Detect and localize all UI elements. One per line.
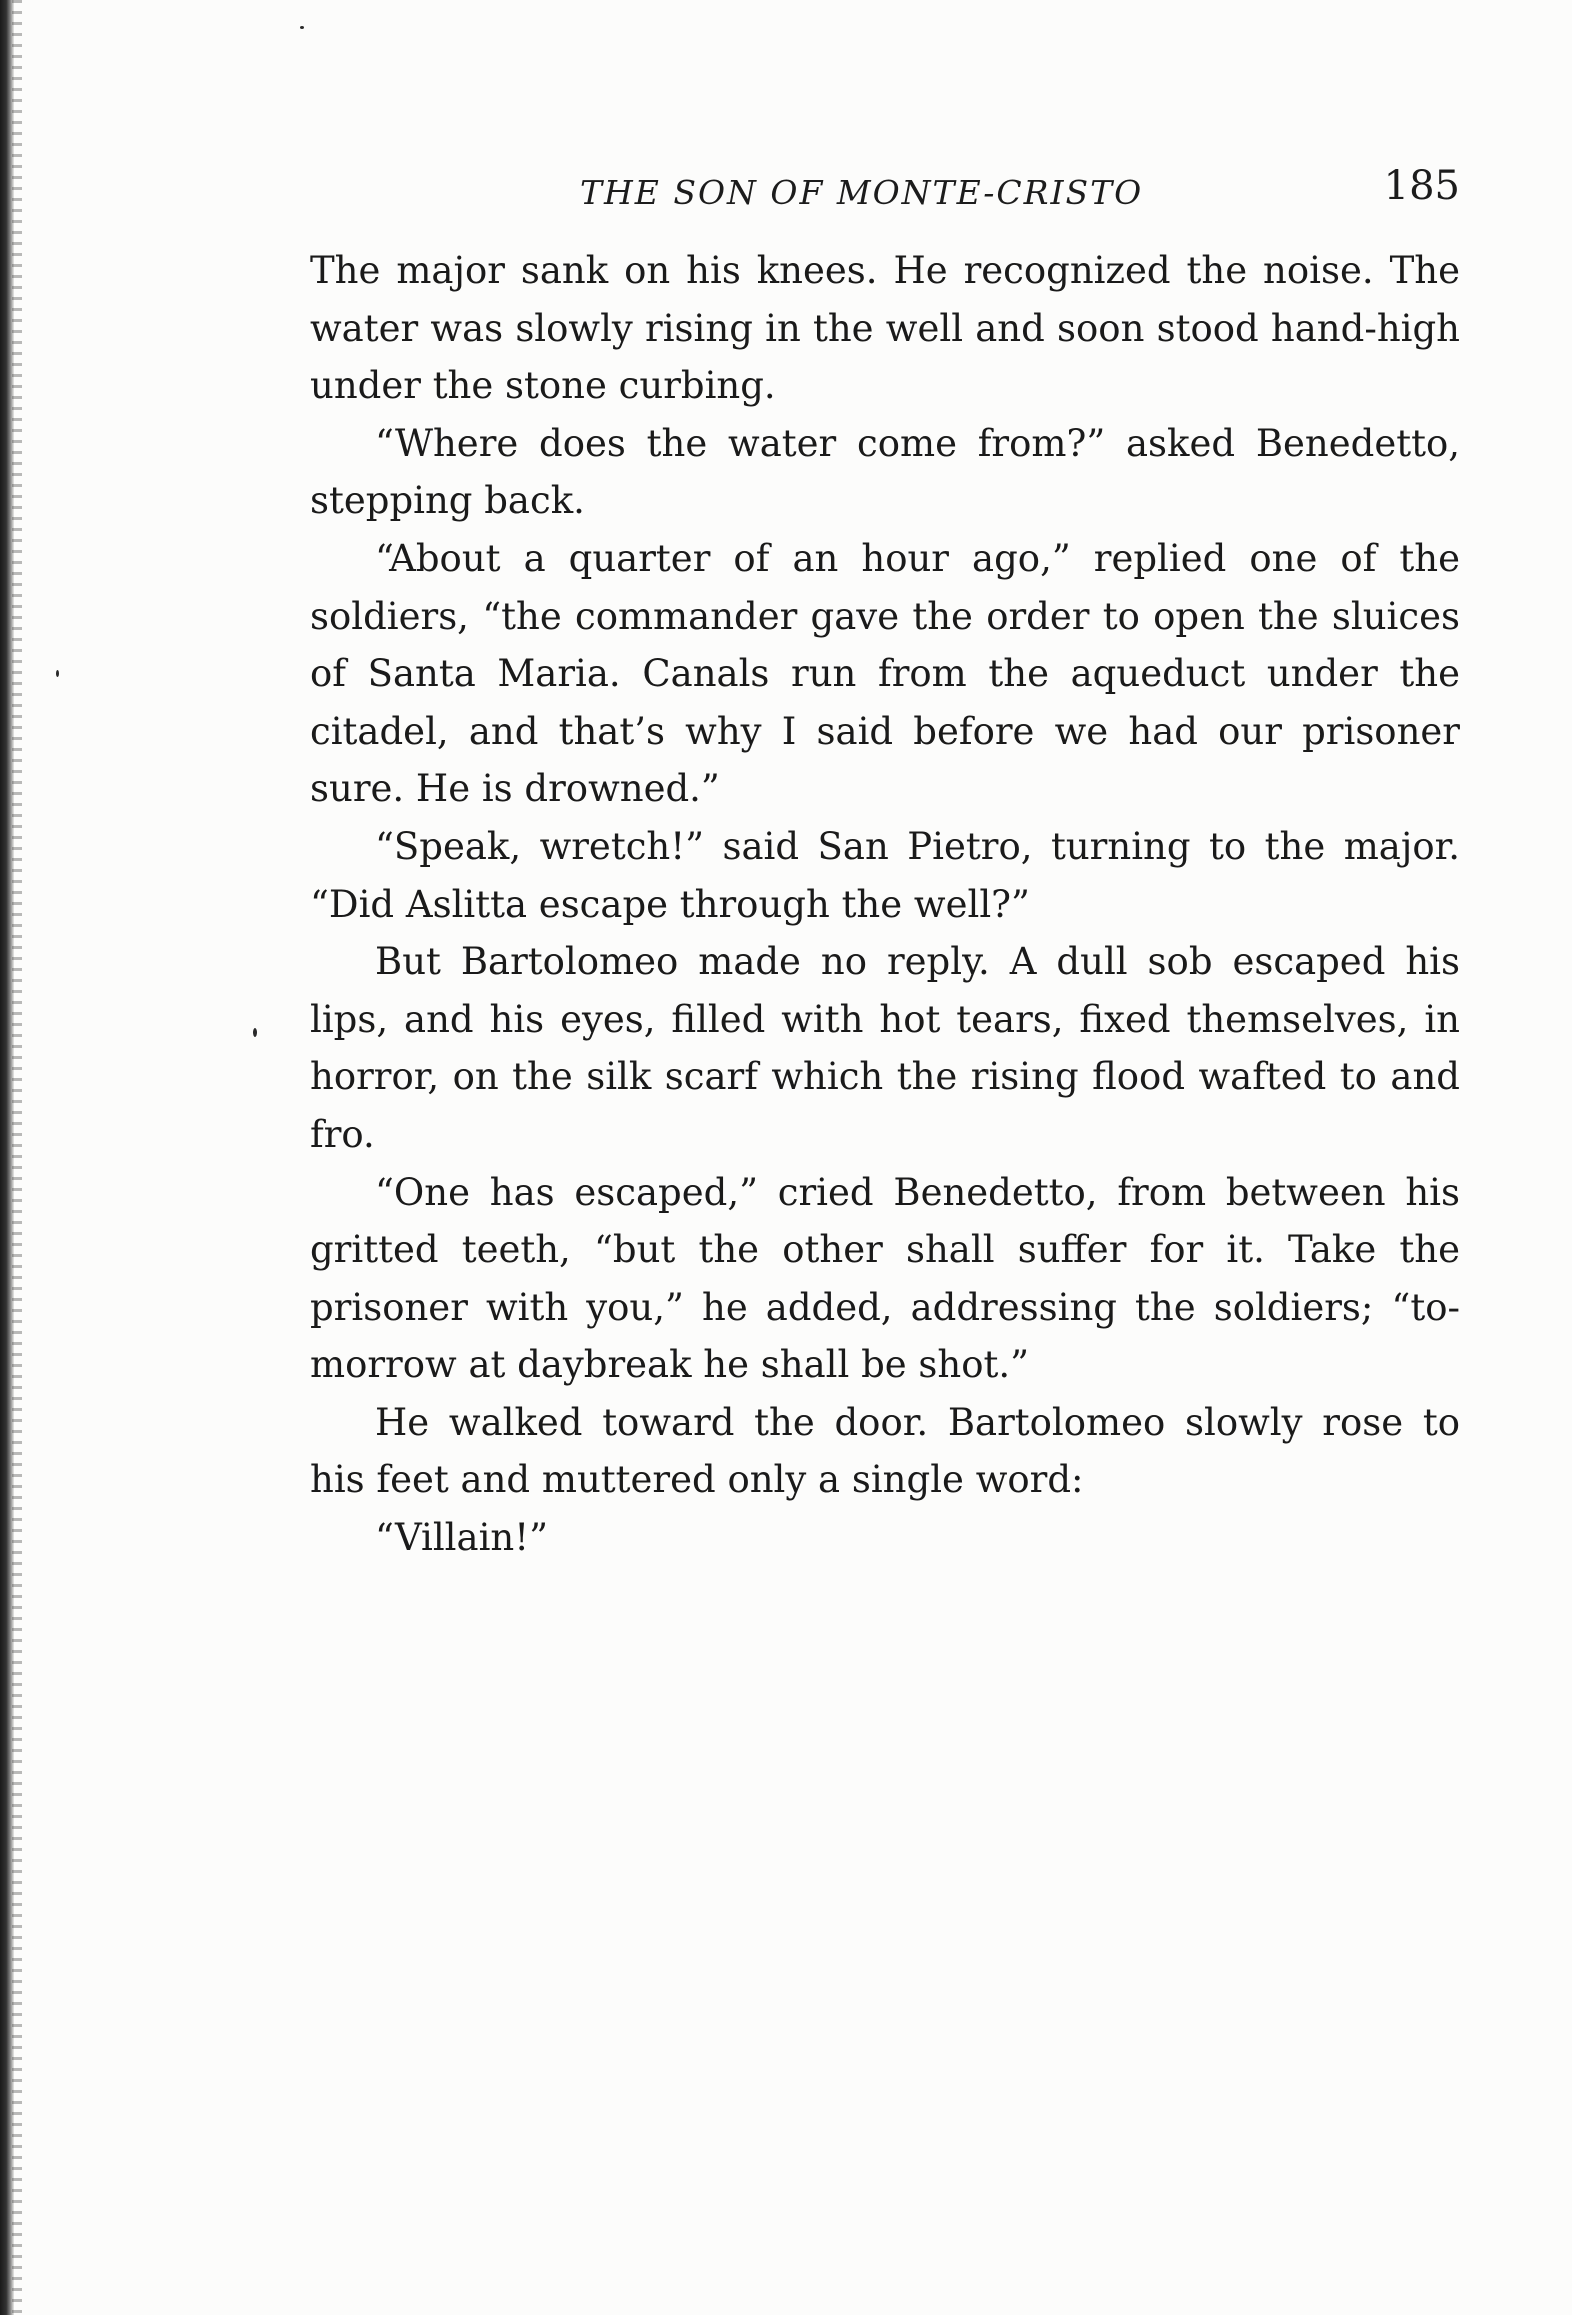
ink-speck	[253, 1028, 257, 1037]
page-binding-shadow	[12, 0, 22, 2315]
paragraph: “About a quarter of an hour ago,” replied one of the soldiers, “the commander gave the order to open the sluices of Santa Maria. Canals run from the aqueduct under the citadel, and that’s why I said before we had our prisoner sure. He is drowned.”	[310, 536, 1460, 811]
paragraph: But Bartolomeo made no reply. A dull sob escaped his lips, and his eyes, filled with hot tears, fixed themselves, in horror, on the silk scarf which the rising flood wafted to and fro.	[310, 940, 1460, 1156]
running-title: THE SON OF MONTE-CRISTO	[580, 173, 1144, 212]
paragraph: “Where does the water come from?” asked Benedetto, stepping back.	[310, 421, 1460, 523]
ink-speck	[56, 670, 59, 677]
page-number: 185	[1383, 163, 1460, 209]
paragraph: “Villain!”	[375, 1516, 549, 1560]
ink-speck	[300, 26, 304, 29]
body-text	[310, 242, 1460, 1567]
page-header	[310, 155, 1460, 225]
paragraph: “Speak, wretch!” said San Pietro, turning to the major. “Did Aslitta escape through the well?”	[310, 824, 1460, 926]
paragraph: The major sank on his knees. He recognized the noise. The water was slowly rising in the well and soon stood hand-high under the stone curbing.	[310, 249, 1460, 408]
paragraph: “One has escaped,” cried Benedetto, from between his gritted teeth, “but the other shall suffer for it. Take the prisoner with you,” he added, addressing the soldiers; “to-morrow at daybreak he shall be shot.”	[310, 1170, 1460, 1387]
paragraph: He walked toward the door. Bartolomeo slowly rose to his feet and muttered only a single word:	[310, 1400, 1460, 1502]
